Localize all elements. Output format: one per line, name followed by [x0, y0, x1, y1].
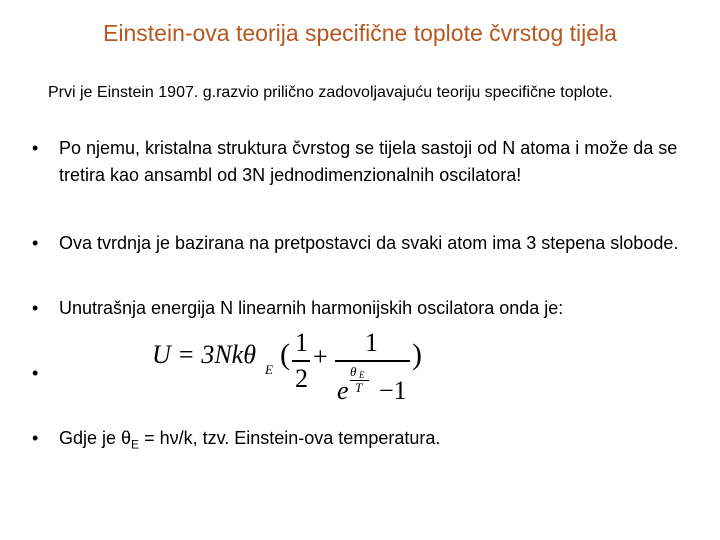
- formula-half-denominator: 2: [295, 364, 308, 393]
- formula-exp-denominator: T: [355, 380, 363, 395]
- bullet-text: Ova tvrdnja je bazirana na pretpostavci da svaki atom ima 3 stepena slobode.: [59, 233, 679, 253]
- formula-fraction-numerator: 1: [365, 328, 378, 357]
- bullet-marker: •: [32, 363, 39, 383]
- bullet-text: Unutrašnja energija N linearnih harmonijskih oscilatora onda je:: [59, 298, 564, 318]
- formula-lhs-subscript: E: [265, 362, 273, 377]
- formula-close-paren: ): [412, 338, 422, 371]
- formula-exp-theta-subscript: E: [359, 370, 365, 380]
- internal-energy-formula: [150, 330, 430, 410]
- bullet-text: Po njemu, kristalna struktura čvrstog se tijela sastoji od N atoma i može da se tretira kao ansambl od 3N jednodimenzionalnih oscilatora!: [59, 138, 678, 185]
- bullet-text: [59, 425, 709, 459]
- bullet-marker: •: [32, 298, 39, 318]
- formula-half-numerator: 1: [295, 328, 308, 357]
- formula-exp-base: e: [337, 376, 349, 405]
- formula-half-fraction-line: [292, 360, 310, 362]
- bullet-marker: •: [32, 233, 39, 253]
- formula-minus-one: −1: [379, 376, 407, 405]
- bullet-marker: •: [32, 138, 39, 158]
- formula-fraction-line: [335, 360, 410, 362]
- page-title: Einstein-ova teorija specifične toplote čvrstog tijela: [103, 20, 617, 46]
- einstein-temp-subscript: E: [131, 437, 140, 452]
- formula-plus: +: [313, 342, 328, 371]
- subtitle: Prvi je Einstein 1907. g.razvio prilično zadovoljavajuću teoriju specifične toplote.: [48, 84, 613, 101]
- bullet-marker: •: [32, 428, 39, 448]
- formula-lhs: U = 3Nkθ: [152, 340, 256, 369]
- einstein-temp-prefix: Gdje je θ: [59, 428, 132, 448]
- formula-exp-theta: θ: [350, 364, 357, 379]
- einstein-temp-suffix: = hν/k, tzv. Einstein-ova temperatura.: [139, 428, 441, 448]
- formula-open-paren: (: [280, 338, 290, 371]
